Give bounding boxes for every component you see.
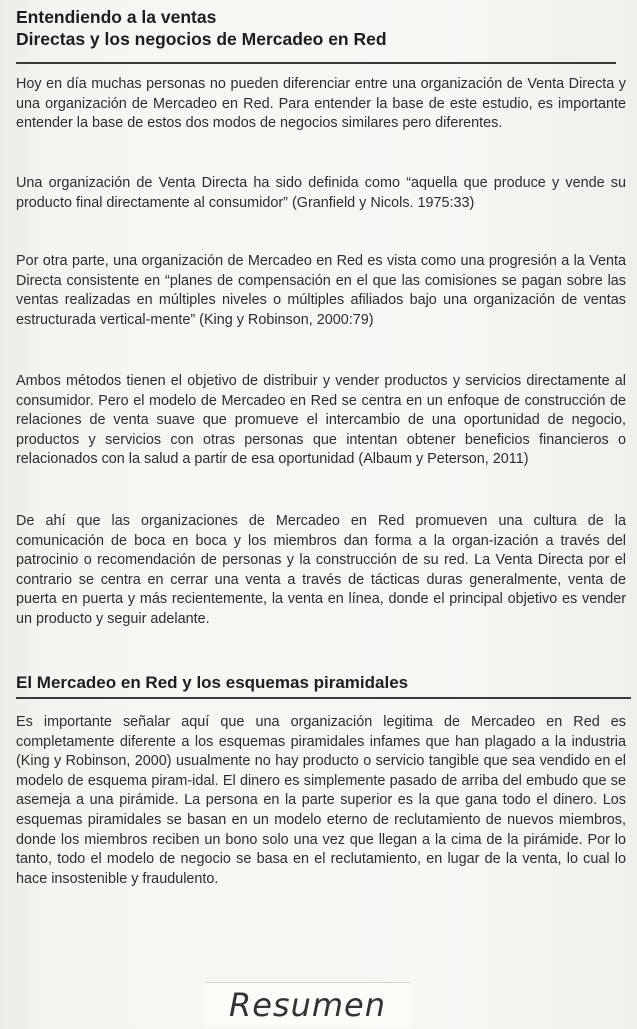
section-divider bbox=[16, 697, 631, 699]
paragraph-intro: Hoy en día muchas personas no pueden diferenciar entre una organización de Venta Directa y una organización de Mercadeo en Red. Para entender la base de este estudio, es importante entender la base de estos dos modos de negocios similares pero diferentes. bbox=[16, 76, 626, 132]
title-line-2: Directas y los negocios de Mercadeo en Red bbox=[16, 29, 387, 49]
title-divider bbox=[16, 62, 616, 64]
paragraph-mercadeo-red: Por otra parte, una organización de Mercadeo en Red es vista como una progresión a la Venta Directa consistente en “planes de compensación en el que las comisiones se pagan sobre las ventas realizadas en múltiples niveles o múltiples afiliados bajo una organización de ventas estructurada vertical-mente” (King y Robinson, 2000:79) bbox=[16, 253, 626, 328]
section-heading: El Mercadeo en Red y los esquemas piramidales bbox=[16, 673, 409, 692]
page-title bbox=[16, 6, 616, 50]
title-line-1: Entendiendo a la ventas bbox=[16, 7, 217, 27]
paragraph-esquemas: Es importante señalar aquí que una organización legitima de Mercadeo en Red es completamente diferente a los esquemas piramidales infames que han plagado a la industria (King y Robinson, 2000) usualmente no hay producto o servicio tangible que sea vendido en el modelo de esquema piram-idal. El dinero es simplemente pasado de arriba del embudo que se asemeja a una pirámide. La persona en la parte superior es la que gana todo el dinero. Los esquemas piramidales se basan en un modelo eterno de reclutamiento de nuevos miembros, donde los miembros reciben un bono solo una vez que llegan a la cima de la pirámide. Por lo tanto, todo el modelo de negocio se basa en el reclutamiento, en lugar de la venta, lo cual lo hace insostenible y fraudulento. bbox=[16, 714, 626, 887]
paragraph-venta-directa: Una organización de Venta Directa ha sido definida como “aquella que produce y vende su producto final directamente al consumidor” (Granfield y Nicols. 1975:33) bbox=[16, 175, 626, 211]
resumen-label: Resumen bbox=[205, 982, 410, 1027]
paragraph-de-ahi: De ahí que las organizaciones de Mercadeo en Red promueven una cultura de la comunicación de boca en boca y los miembros dan forma a la organ-ización a través del patrocinio o recomendación de personas y la construcción de su red. La Venta Directa por el contrario se centra en cerrar una venta a través de tácticas duras generalmente, venta de puerta en puerta y más recientemente, la venta en línea, donde el principal objetivo es vender un producto y seguir adelante. bbox=[16, 513, 626, 627]
paragraph-ambos-metodos: Ambos métodos tienen el objetivo de distribuir y vender productos y servicios directamente al consumidor. Pero el modelo de Mercadeo en Red se centra en un enfoque de construcción de relaciones de venta suave que promueve el intercambio de una oportunidad de negocio, productos y servicios con otras personas que intentan obtener beneficios financieros o relacionados con la salud a partir de esa oportunidad (Albaum y Peterson, 2011) bbox=[16, 373, 626, 468]
